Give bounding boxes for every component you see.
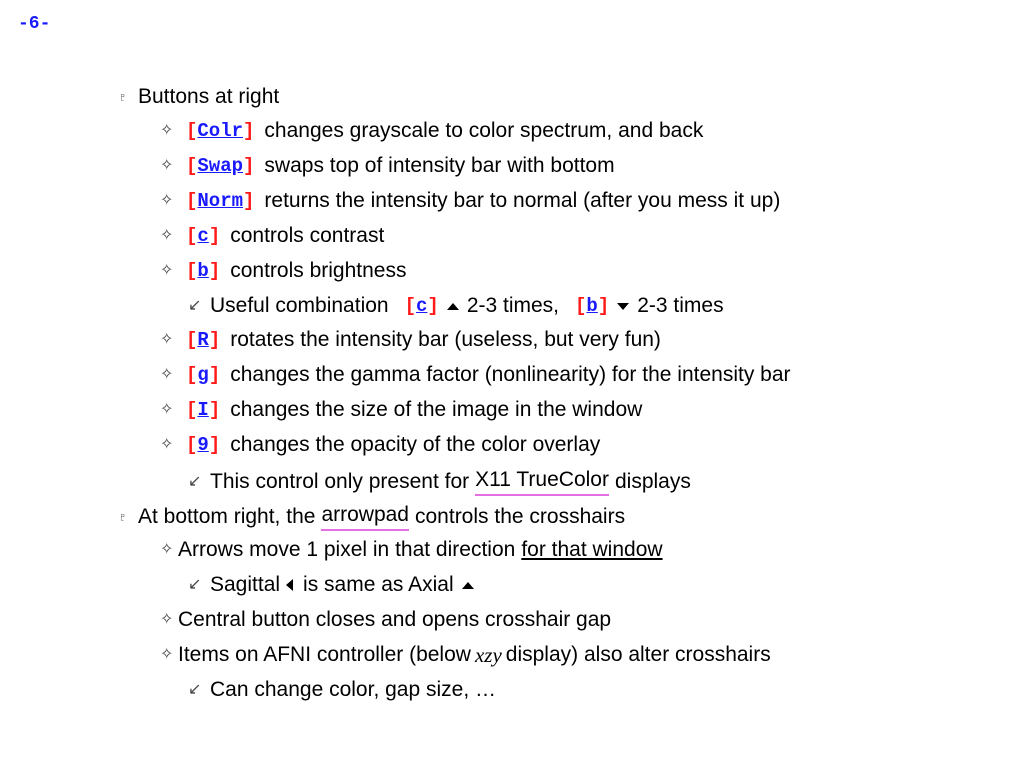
list-item-image-size — [160, 397, 642, 423]
section-heading-buttons — [118, 84, 279, 110]
triangle-left-icon — [286, 579, 293, 591]
bullet-level1-icon: ♇ — [118, 90, 127, 104]
sub-item-sagittal — [188, 572, 482, 598]
bullet-level2-icon: ✧ — [160, 331, 174, 348]
controller-prefix: Items on AFNI controller (below — [178, 643, 471, 666]
key-b: [b] — [186, 260, 221, 282]
controller-suffix: display) also alter crosshairs — [505, 643, 771, 666]
arrows-prefix: Arrows move 1 pixel in that direction — [178, 538, 516, 561]
triangle-up-icon — [447, 303, 459, 310]
sagittal-suffix: is same as Axial — [303, 573, 454, 596]
arrows-underlined: for that window — [521, 538, 663, 561]
list-item-opacity — [160, 432, 600, 458]
key-r: [R] — [186, 329, 221, 351]
item-text: controls brightness — [230, 259, 407, 282]
bullet-level2-icon: ✧ — [160, 611, 174, 628]
bullet-level2-icon: ✧ — [160, 436, 174, 453]
key-b: [b] — [575, 295, 610, 317]
key-c: [c] — [404, 295, 439, 317]
key-colr: [Colr] — [186, 120, 255, 142]
change-text: Can change color, gap size, … — [210, 678, 497, 701]
heading-text: Buttons at right — [138, 85, 280, 108]
page-number: -6- — [18, 14, 51, 34]
truecolor-suffix: displays — [614, 469, 691, 493]
key-9: [9] — [186, 434, 221, 456]
heading-prefix: At bottom right, the — [138, 504, 316, 528]
list-item-central — [160, 607, 611, 633]
controller-italic: xzy — [474, 643, 502, 667]
bullet-level2-icon: ✧ — [160, 122, 174, 139]
bullet-level3-icon: ↙ — [188, 472, 202, 490]
bullet-level1-icon: ♇ — [118, 509, 127, 524]
list-item-rotate — [160, 327, 661, 353]
key-i: [I] — [186, 399, 221, 421]
item-text: changes the opacity of the color overlay — [230, 433, 601, 456]
combo-times1: 2-3 times, — [466, 294, 560, 317]
sub-item-combination — [188, 293, 724, 319]
bullet-level2-icon: ✧ — [160, 227, 174, 244]
bullet-level2-icon: ✧ — [160, 541, 174, 558]
list-item-controller — [160, 642, 771, 668]
item-text: returns the intensity bar to normal (after you mess it up) — [264, 189, 781, 212]
bullet-level3-icon: ↙ — [188, 681, 202, 698]
sagittal-prefix: Sagittal — [210, 573, 281, 596]
item-text: changes grayscale to color spectrum, and back — [264, 119, 704, 142]
sub-item-truecolor — [188, 467, 691, 496]
heading-suffix: controls the crosshairs — [415, 504, 626, 528]
list-item-colr — [160, 118, 703, 144]
combo-prefix: Useful combination — [210, 294, 389, 317]
truecolor-highlight: X11 TrueColor — [475, 467, 609, 496]
item-text: changes the gamma factor (nonlinearity) for the intensity bar — [230, 363, 791, 386]
list-item-gamma — [160, 362, 791, 388]
item-text: changes the size of the image in the window — [230, 398, 643, 421]
bullet-level2-icon: ✧ — [160, 401, 174, 418]
list-item-contrast — [160, 223, 384, 249]
bullet-level2-icon: ✧ — [160, 262, 174, 279]
key-swap: [Swap] — [186, 155, 255, 177]
central-text: Central button closes and opens crosshair gap — [178, 608, 612, 631]
truecolor-prefix: This control only present for — [210, 469, 470, 493]
item-text: rotates the intensity bar (useless, but very fun) — [230, 328, 661, 351]
bullet-level3-icon: ↙ — [188, 297, 202, 314]
item-text: swaps top of intensity bar with bottom — [264, 154, 615, 177]
bullet-level2-icon: ✧ — [160, 192, 174, 209]
key-g: [g] — [186, 364, 221, 386]
list-item-brightness — [160, 258, 406, 284]
key-norm: [Norm] — [186, 190, 255, 212]
bullet-level3-icon: ↙ — [188, 576, 202, 593]
item-text: controls contrast — [230, 224, 385, 247]
bullet-level2-icon: ✧ — [160, 646, 174, 663]
sub-item-change — [188, 677, 496, 703]
triangle-down-icon — [617, 303, 629, 310]
arrowpad-highlight: arrowpad — [321, 502, 409, 531]
bullet-level2-icon: ✧ — [160, 157, 174, 174]
list-item-swap — [160, 153, 615, 179]
bullet-level2-icon: ✧ — [160, 366, 174, 383]
key-c: [c] — [186, 225, 221, 247]
list-item-norm — [160, 188, 780, 214]
list-item-arrows — [160, 537, 663, 563]
section-heading-arrowpad — [118, 502, 625, 531]
combo-times2: 2-3 times — [637, 294, 724, 317]
triangle-up-icon — [462, 582, 474, 589]
